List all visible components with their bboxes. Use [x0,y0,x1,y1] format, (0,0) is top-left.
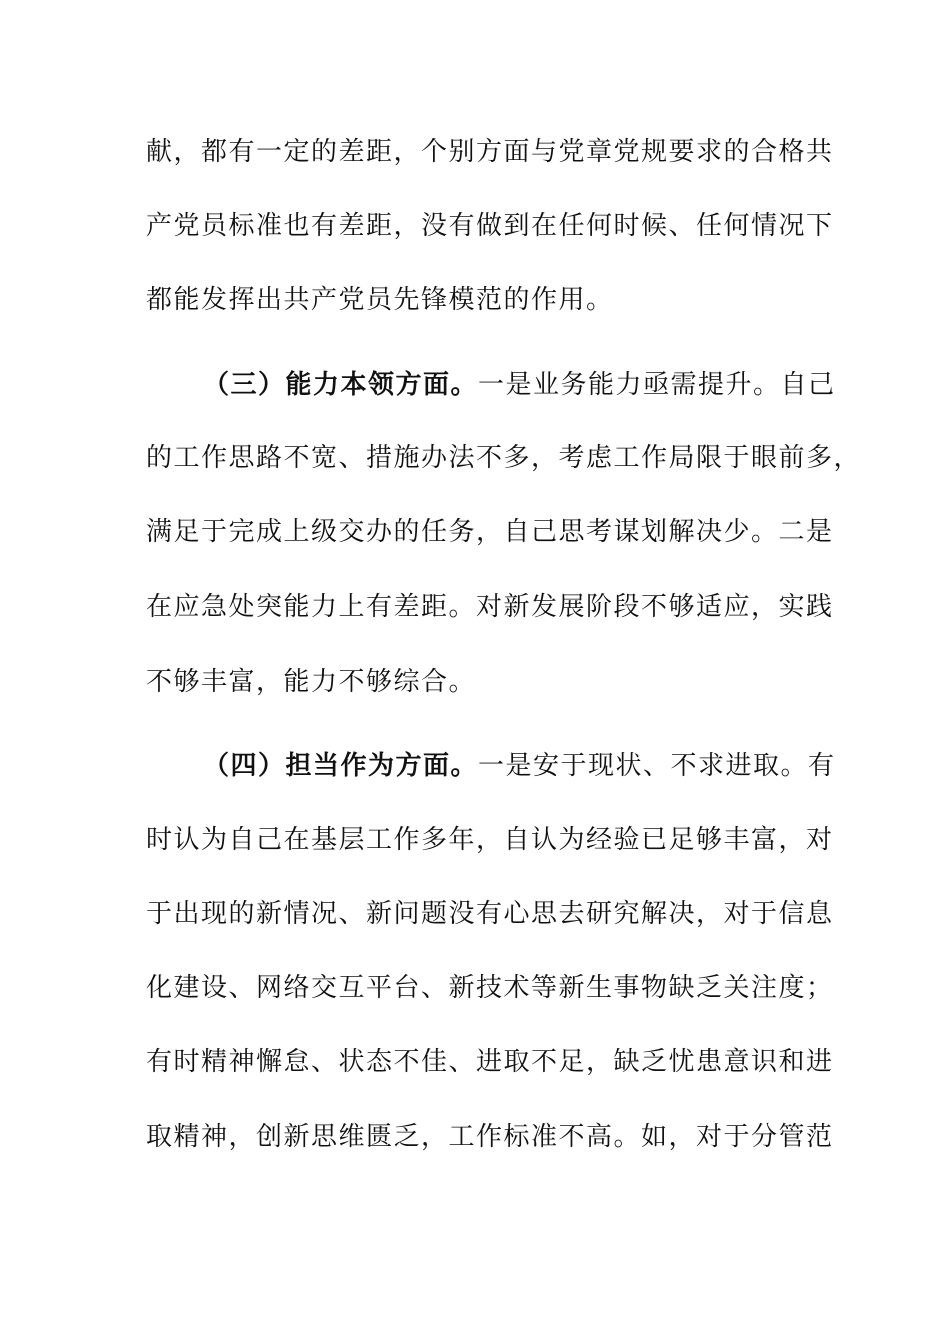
paragraph-2-line-3: 满足于完成上级交办的任务，自己思考谋划解决少。二是 [146,517,834,547]
paragraph-1-line-2: 产党员标准也有差距，没有做到在任何时候、任何情况下 [146,211,834,241]
paragraph-2-first-line [203,365,836,405]
section-heading-responsibility: （四）担当作为方面。 [203,751,479,781]
section-heading-ability: （三）能力本领方面。 [203,370,479,400]
paragraph-2-line-2: 的工作思路不宽、措施办法不多，考虑工作局限于眼前多， [146,443,862,473]
paragraph-1-line-1: 献，都有一定的差距，个别方面与党章党规要求的合格共 [146,137,834,167]
paragraph-2-line-5: 不够丰富，能力不够综合。 [146,667,477,697]
paragraph-3-line-2: 时认为自己在基层工作多年，自认为经验已足够丰富，对 [146,825,834,855]
paragraph-3-line-6: 取精神，创新思维匮乏，工作标准不高。如，对于分管范 [146,1122,834,1152]
paragraph-3-line-4: 化建设、网络交互平台、新技术等新生事物缺乏关注度； [146,973,834,1003]
paragraph-3-first-line [203,746,836,786]
paragraph-2-first-line-text: 一是业务能力亟需提升。自己 [478,370,836,400]
paragraph-2-line-4: 在应急处突能力上有差距。对新发展阶段不够适应，实践 [146,592,834,622]
paragraph-3-first-line-text: 一是安于现状、不求进取。有 [478,751,836,781]
paragraph-1-line-3: 都能发挥出共产党员先锋模范的作用。 [146,285,614,315]
paragraph-3-line-5: 有时精神懈怠、状态不佳、进取不足，缺乏忧患意识和进 [146,1047,834,1077]
paragraph-3-line-3: 于出现的新情况、新问题没有心思去研究解决，对于信息 [146,899,834,929]
